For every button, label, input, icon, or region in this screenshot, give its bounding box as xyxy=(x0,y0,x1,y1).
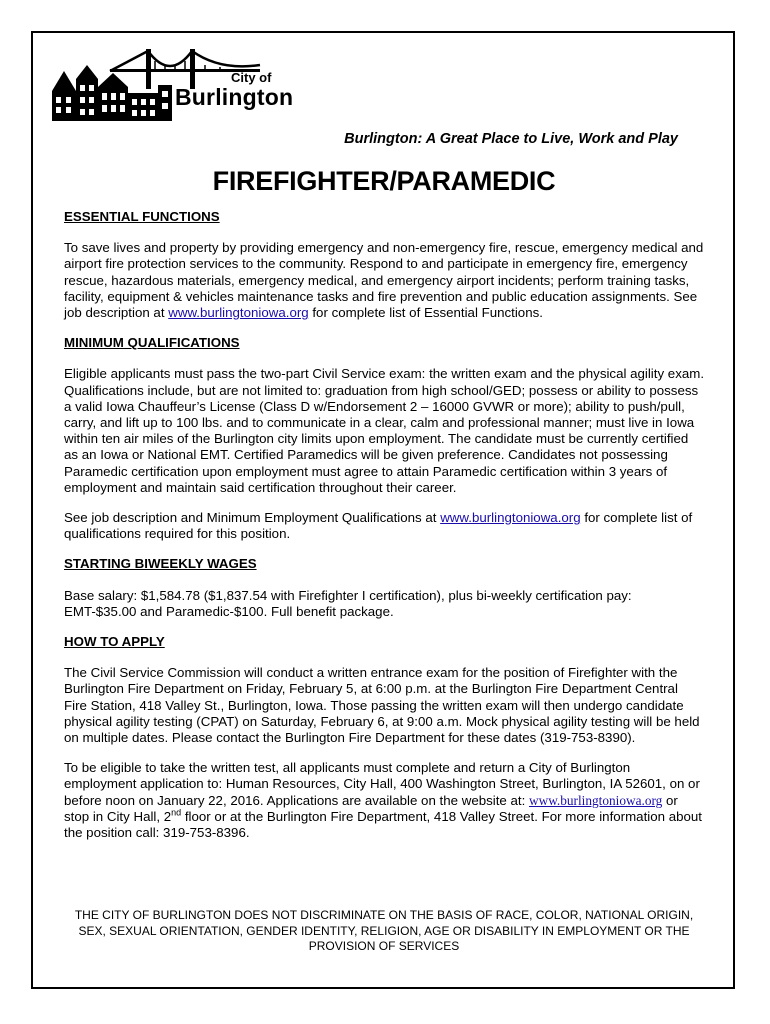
logo-city-of: City of xyxy=(231,70,272,85)
minimum-qualifications-text: Eligible applicants must pass the two-part Civil Service exam: the written exam and the physical agility exam. Qualifications include, but are not limited to: graduation from high school/GED; possess or ability to possess a valid Iowa Chauffeur’s License (Class D w/Endorsement 2 – 16000 GVWR or more); ability to push/pull, carry, and lift up to 100 lbs. and to communicate in a clear, calm and professional manner; must live in Iowa within ten air miles of the Burlington city limits upon employment. The candidate must be currently certified as an Iowa or National EMT. Certified Paramedics will be given preference. Candidates not possessing Paramedic certification upon employment must agree to attain Paramedic certification within 3 years of employment and maintain said certification throughout their career. xyxy=(64,366,705,495)
exam-details-text: The Civil Service Commission will conduct a written entrance exam for the position of Firefighter with the Burlington Fire Department on Friday, February 5, at 6:00 p.m. at the Burlington Fire Department Central Fire Station, 418 Valley St., Burlington, Iowa. Those passing the written exam will then undergo candidate physical agility testing (CPAT) on Saturday, February 6, at 9:00 a.m. Mock physical agility testing will be held on multiple dates. Please contact the Burlington Fire Department for these dates (319-753-8390). xyxy=(64,665,700,746)
essential-functions-text xyxy=(64,240,704,321)
qualifications-ref-text: See job description and Minimum Employment Qualifications at xyxy=(64,510,441,526)
website-link[interactable]: www.burlingtoniowa.org xyxy=(440,510,581,526)
ordinal-suffix: nd xyxy=(171,807,182,818)
document-body xyxy=(64,209,704,855)
minimum-qualifications-heading: MINIMUM QUALIFICATIONS xyxy=(64,335,240,351)
website-link[interactable]: www.burlingtoniowa.org xyxy=(528,792,663,808)
website-link[interactable]: www.burlingtoniowa.org xyxy=(168,305,309,321)
how-to-apply-heading: HOW TO APPLY xyxy=(64,634,165,650)
logo-burlington: Burlington xyxy=(175,84,294,110)
qualifications-reference xyxy=(64,510,704,542)
essential-functions-heading: ESSENTIAL FUNCTIONS xyxy=(64,209,220,224)
qualifications-ref-end: for complete list of qualifications required for this position. xyxy=(64,510,693,542)
eligibility-text-start: To be eligible to take the written test, all applicants must complete and return a City of Burlington employment application to: Human Resources, City Hall, 400 Washington Street, Burlington, IA 52601, on or before noon on January 22, 2016. Applications are available on the website at: xyxy=(64,760,700,808)
eligibility-text xyxy=(64,760,704,841)
tagline: Burlington: A Great Place to Live, Work and Play xyxy=(344,131,678,147)
wages-text: Base salary: $1,584.78 ($1,837.54 with Firefighter I certification), plus bi-weekly certification pay: EMT-$35.00 and Paramedic-$100. Full benefit package. xyxy=(64,587,632,619)
page-title: FIREFIGHTER/PARAMEDIC xyxy=(212,166,556,196)
wages-heading: STARTING BIWEEKLY WAGES xyxy=(64,556,257,572)
eligibility-text-mid: or stop in City Hall, 2 xyxy=(64,792,678,824)
nondiscrimination-notice: THE CITY OF BURLINGTON DOES NOT DISCRIMINATE ON THE BASIS OF RACE, COLOR, NATIONAL ORIGIN, SEX, SEXUAL ORIENTATION, GENDER IDENTITY, RELIGION, AGE OR DISABILITY IN EMPLOYMENT OR THE PROVISION OF SERVICES xyxy=(74,908,694,953)
essential-text: To save lives and property by providing emergency and non-emergency fire, rescue, emergency medical and airport fire protection services to the community. Respond to and participate in emergency fire, emergency rescue, hazardous materials, emergency medical, and emergency airport incidents; perform training tasks, facility, equipment & vehicles maintenance tasks and fire prevention and public education assignments. See job description at xyxy=(64,240,704,321)
eligibility-text-end: floor or at the Burlington Fire Department, 418 Valley Street. For more information about the position call: 319-753-8396. xyxy=(64,808,702,841)
essential-text-end: for complete list of Essential Functions. xyxy=(308,305,543,321)
